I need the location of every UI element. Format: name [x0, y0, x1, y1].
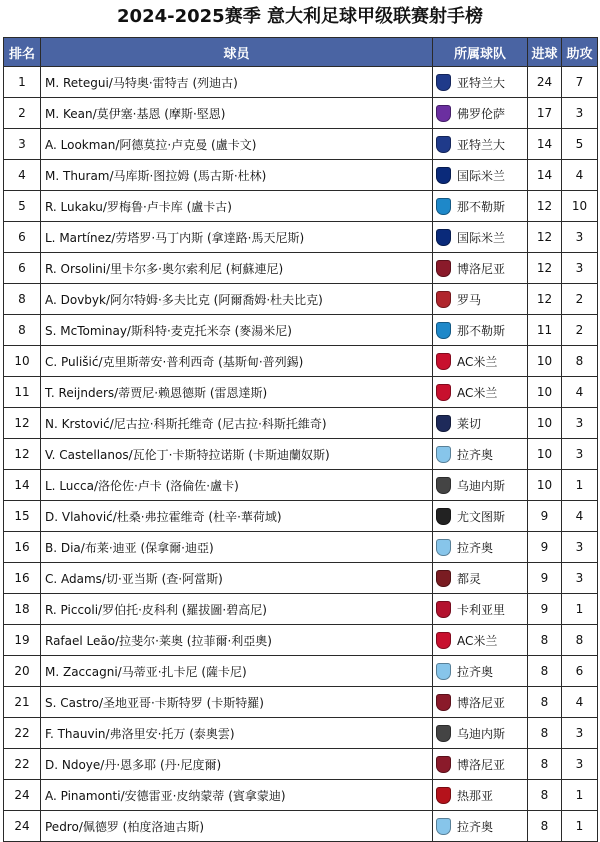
ac-milan-badge-icon: [436, 384, 451, 401]
club-cell: [433, 222, 528, 253]
assists-cell: 3: [562, 222, 598, 253]
table-row: [4, 625, 598, 656]
inter-badge-icon: [436, 167, 451, 184]
club-cell: [433, 191, 528, 222]
club-wrap: [436, 322, 527, 339]
goals-cell: 10: [528, 408, 562, 439]
player-cell: M. Thuram/马库斯·图拉姆 (馬古斯·杜林): [41, 160, 433, 191]
table-row: [4, 98, 598, 129]
player-cell: L. Lucca/洛伦佐·卢卡 (洛倫佐·盧卡): [41, 470, 433, 501]
goals-cell: 8: [528, 749, 562, 780]
rank-cell: 12: [4, 439, 41, 470]
rank-cell: 18: [4, 594, 41, 625]
club-name: 拉齐奥: [457, 447, 494, 462]
player-cell: M. Zaccagni/马蒂亚·扎卡尼 (薩卡尼): [41, 656, 433, 687]
ac-milan-badge-icon: [436, 353, 451, 370]
table-row: [4, 749, 598, 780]
club-cell: [433, 408, 528, 439]
roma-badge-icon: [436, 291, 451, 308]
rank-cell: 12: [4, 408, 41, 439]
club-wrap: [436, 725, 527, 742]
rank-cell: 10: [4, 346, 41, 377]
table-row: [4, 501, 598, 532]
club-cell: [433, 780, 528, 811]
player-cell: M. Retegui/马特奥·雷特吉 (列迪古): [41, 67, 433, 98]
player-cell: B. Dia/布莱·迪亚 (保拿爾·迪亞): [41, 532, 433, 563]
torino-badge-icon: [436, 570, 451, 587]
page-title: 2024-2025赛季 意大利足球甲级联赛射手榜: [117, 6, 483, 27]
club-name: 那不勒斯: [457, 323, 506, 338]
club-cell: [433, 470, 528, 501]
club-wrap: [436, 663, 527, 680]
lazio-badge-icon: [436, 446, 451, 463]
table-row: [4, 532, 598, 563]
rank-cell: 6: [4, 253, 41, 284]
table-row: [4, 439, 598, 470]
juventus-badge-icon: [436, 508, 451, 525]
club-cell: [433, 687, 528, 718]
table-row: [4, 284, 598, 315]
rank-cell: 20: [4, 656, 41, 687]
cagliari-badge-icon: [436, 601, 451, 618]
assists-cell: 3: [562, 563, 598, 594]
player-cell: V. Castellanos/瓦伦丁·卡斯特拉诺斯 (卡斯迪蘭奴斯): [41, 439, 433, 470]
table-row: [4, 315, 598, 346]
club-name: AC米兰: [457, 385, 498, 400]
assists-cell: 4: [562, 687, 598, 718]
table-row: [4, 811, 598, 842]
bologna-badge-icon: [436, 694, 451, 711]
player-cell: D. Ndoye/丹·恩多耶 (丹·尼度爾): [41, 749, 433, 780]
header-rank: 排名: [4, 38, 41, 67]
club-wrap: [436, 756, 527, 773]
napoli-badge-icon: [436, 198, 451, 215]
player-cell: D. Vlahović/杜桑·弗拉霍维奇 (杜辛·華荷域): [41, 501, 433, 532]
goals-cell: 8: [528, 656, 562, 687]
assists-cell: 3: [562, 718, 598, 749]
club-name: 乌迪内斯: [457, 478, 506, 493]
napoli-badge-icon: [436, 322, 451, 339]
club-wrap: [436, 601, 527, 618]
table-row: [4, 346, 598, 377]
udinese-badge-icon: [436, 725, 451, 742]
lazio-badge-icon: [436, 663, 451, 680]
goals-cell: 12: [528, 253, 562, 284]
club-cell: [433, 377, 528, 408]
goals-cell: 10: [528, 377, 562, 408]
club-wrap: [436, 787, 527, 804]
club-name: 热那亚: [457, 788, 494, 803]
player-cell: A. Pinamonti/安德雷亚·皮纳蒙蒂 (賓拿蒙迪): [41, 780, 433, 811]
rank-cell: 8: [4, 284, 41, 315]
rank-cell: 22: [4, 749, 41, 780]
club-name: 博洛尼亚: [457, 695, 506, 710]
goals-cell: 12: [528, 284, 562, 315]
rank-cell: 14: [4, 470, 41, 501]
club-wrap: [436, 818, 527, 835]
goals-cell: 8: [528, 780, 562, 811]
rank-cell: 16: [4, 532, 41, 563]
goals-cell: 17: [528, 98, 562, 129]
player-cell: A. Lookman/阿德莫拉·卢克曼 (盧卡文): [41, 129, 433, 160]
club-name: 博洛尼亚: [457, 261, 506, 276]
rank-cell: 5: [4, 191, 41, 222]
assists-cell: 2: [562, 284, 598, 315]
scorers-table: [3, 37, 598, 842]
table-row: [4, 718, 598, 749]
table-row: [4, 687, 598, 718]
club-wrap: [436, 260, 527, 277]
table-row: [4, 67, 598, 98]
bologna-badge-icon: [436, 260, 451, 277]
goals-cell: 24: [528, 67, 562, 98]
player-cell: S. McTominay/斯科特·麦克托米奈 (麥湯米尼): [41, 315, 433, 346]
goals-cell: 8: [528, 687, 562, 718]
club-name: 拉齐奥: [457, 819, 494, 834]
club-wrap: [436, 353, 527, 370]
club-wrap: [436, 508, 527, 525]
assists-cell: 6: [562, 656, 598, 687]
rank-cell: 3: [4, 129, 41, 160]
goals-cell: 12: [528, 191, 562, 222]
assists-cell: 4: [562, 501, 598, 532]
udinese-badge-icon: [436, 477, 451, 494]
club-name: 亚特兰大: [457, 75, 506, 90]
lecce-badge-icon: [436, 415, 451, 432]
player-cell: R. Piccoli/罗伯托·皮科利 (羅拔圖·碧高尼): [41, 594, 433, 625]
club-wrap: [436, 291, 527, 308]
assists-cell: 3: [562, 408, 598, 439]
rank-cell: 4: [4, 160, 41, 191]
club-name: 莱切: [457, 416, 482, 431]
inter-badge-icon: [436, 229, 451, 246]
goals-cell: 9: [528, 532, 562, 563]
table-row: [4, 222, 598, 253]
club-wrap: [436, 477, 527, 494]
club-cell: [433, 346, 528, 377]
table-row: [4, 656, 598, 687]
lazio-badge-icon: [436, 539, 451, 556]
club-wrap: [436, 539, 527, 556]
player-cell: T. Reijnders/蒂贾尼·赖恩德斯 (雷恩達斯): [41, 377, 433, 408]
header-assists: 助攻: [562, 38, 598, 67]
header-player: 球员: [41, 38, 433, 67]
player-cell: R. Orsolini/里卡尔多·奥尔索利尼 (柯蘇連尼): [41, 253, 433, 284]
rank-cell: 15: [4, 501, 41, 532]
rank-cell: 21: [4, 687, 41, 718]
rank-cell: 16: [4, 563, 41, 594]
club-name: 乌迪内斯: [457, 726, 506, 741]
club-name: 亚特兰大: [457, 137, 506, 152]
club-cell: [433, 594, 528, 625]
club-wrap: [436, 415, 527, 432]
club-cell: [433, 315, 528, 346]
club-cell: [433, 98, 528, 129]
club-name: 拉齐奥: [457, 664, 494, 679]
club-name: 拉齐奥: [457, 540, 494, 555]
goals-cell: 9: [528, 594, 562, 625]
goals-cell: 10: [528, 470, 562, 501]
club-cell: [433, 811, 528, 842]
club-cell: [433, 749, 528, 780]
rank-cell: 24: [4, 811, 41, 842]
club-wrap: [436, 570, 527, 587]
assists-cell: 1: [562, 470, 598, 501]
goals-cell: 11: [528, 315, 562, 346]
ac-milan-badge-icon: [436, 632, 451, 649]
goals-cell: 8: [528, 625, 562, 656]
table-header: [4, 38, 598, 67]
assists-cell: 10: [562, 191, 598, 222]
club-name: 尤文图斯: [457, 509, 506, 524]
assists-cell: 5: [562, 129, 598, 160]
club-wrap: [436, 136, 527, 153]
fiorentina-badge-icon: [436, 105, 451, 122]
assists-cell: 7: [562, 67, 598, 98]
player-cell: Rafael Leão/拉斐尔·莱奥 (拉菲爾·利亞奧): [41, 625, 433, 656]
player-cell: A. Dovbyk/阿尔特姆·多夫比克 (阿爾喬姆·杜夫比克): [41, 284, 433, 315]
assists-cell: 3: [562, 532, 598, 563]
club-name: AC米兰: [457, 354, 498, 369]
club-cell: [433, 532, 528, 563]
club-name: 佛罗伦萨: [457, 106, 506, 121]
player-cell: C. Pulišić/克里斯蒂安·普利西奇 (基斯甸·普列錫): [41, 346, 433, 377]
goals-cell: 14: [528, 129, 562, 160]
table-row: [4, 780, 598, 811]
assists-cell: 1: [562, 780, 598, 811]
rank-cell: 19: [4, 625, 41, 656]
club-name: 那不勒斯: [457, 199, 506, 214]
table-body: [4, 67, 598, 842]
header-row: [4, 38, 598, 67]
club-cell: [433, 439, 528, 470]
rank-cell: 11: [4, 377, 41, 408]
club-name: AC米兰: [457, 633, 498, 648]
club-cell: [433, 67, 528, 98]
goals-cell: 14: [528, 160, 562, 191]
rank-cell: 24: [4, 780, 41, 811]
header-goals: 进球: [528, 38, 562, 67]
goals-cell: 8: [528, 718, 562, 749]
bologna-badge-icon: [436, 756, 451, 773]
rank-cell: 6: [4, 222, 41, 253]
table-row: [4, 594, 598, 625]
header-club: 所属球队: [433, 38, 528, 67]
club-wrap: [436, 384, 527, 401]
club-name: 都灵: [457, 571, 482, 586]
club-wrap: [436, 74, 527, 91]
player-cell: F. Thauvin/弗洛里安·托万 (泰奧雲): [41, 718, 433, 749]
club-wrap: [436, 446, 527, 463]
club-wrap: [436, 167, 527, 184]
club-cell: [433, 656, 528, 687]
player-cell: S. Castro/圣地亚哥·卡斯特罗 (卡斯特羅): [41, 687, 433, 718]
club-cell: [433, 253, 528, 284]
rank-cell: 8: [4, 315, 41, 346]
player-cell: Pedro/佩德罗 (柏度洛迪古斯): [41, 811, 433, 842]
club-name: 国际米兰: [457, 230, 506, 245]
assists-cell: 2: [562, 315, 598, 346]
rank-cell: 1: [4, 67, 41, 98]
atalanta-badge-icon: [436, 74, 451, 91]
goals-cell: 8: [528, 811, 562, 842]
lazio-badge-icon: [436, 818, 451, 835]
rank-cell: 2: [4, 98, 41, 129]
club-name: 博洛尼亚: [457, 757, 506, 772]
assists-cell: 1: [562, 811, 598, 842]
goals-cell: 12: [528, 222, 562, 253]
table-row: [4, 377, 598, 408]
player-cell: M. Kean/莫伊塞·基恩 (摩斯·堅恩): [41, 98, 433, 129]
genoa-badge-icon: [436, 787, 451, 804]
club-cell: [433, 625, 528, 656]
player-cell: C. Adams/切·亚当斯 (查·阿當斯): [41, 563, 433, 594]
club-cell: [433, 129, 528, 160]
table-row: [4, 563, 598, 594]
assists-cell: 8: [562, 346, 598, 377]
table-row: [4, 129, 598, 160]
table-row: [4, 408, 598, 439]
player-cell: N. Krstović/尼古拉·科斯托维奇 (尼古拉·科斯托維奇): [41, 408, 433, 439]
assists-cell: 3: [562, 253, 598, 284]
club-cell: [433, 501, 528, 532]
player-cell: L. Martínez/劳塔罗·马丁内斯 (拿達路·馬天尼斯): [41, 222, 433, 253]
club-wrap: [436, 229, 527, 246]
assists-cell: 3: [562, 439, 598, 470]
club-cell: [433, 284, 528, 315]
club-name: 国际米兰: [457, 168, 506, 183]
club-wrap: [436, 105, 527, 122]
club-name: 卡利亚里: [457, 602, 506, 617]
club-wrap: [436, 694, 527, 711]
atalanta-badge-icon: [436, 136, 451, 153]
club-wrap: [436, 198, 527, 215]
assists-cell: 4: [562, 377, 598, 408]
goals-cell: 9: [528, 563, 562, 594]
table-row: [4, 160, 598, 191]
assists-cell: 4: [562, 160, 598, 191]
assists-cell: 3: [562, 98, 598, 129]
goals-cell: 10: [528, 439, 562, 470]
table-row: [4, 191, 598, 222]
club-wrap: [436, 632, 527, 649]
goals-cell: 10: [528, 346, 562, 377]
player-cell: R. Lukaku/罗梅鲁·卢卡库 (盧卡古): [41, 191, 433, 222]
table-row: [4, 470, 598, 501]
rank-cell: 22: [4, 718, 41, 749]
assists-cell: 1: [562, 594, 598, 625]
table-row: [4, 253, 598, 284]
assists-cell: 3: [562, 749, 598, 780]
club-cell: [433, 563, 528, 594]
club-cell: [433, 160, 528, 191]
goals-cell: 9: [528, 501, 562, 532]
club-name: 罗马: [457, 292, 482, 307]
club-cell: [433, 718, 528, 749]
assists-cell: 8: [562, 625, 598, 656]
